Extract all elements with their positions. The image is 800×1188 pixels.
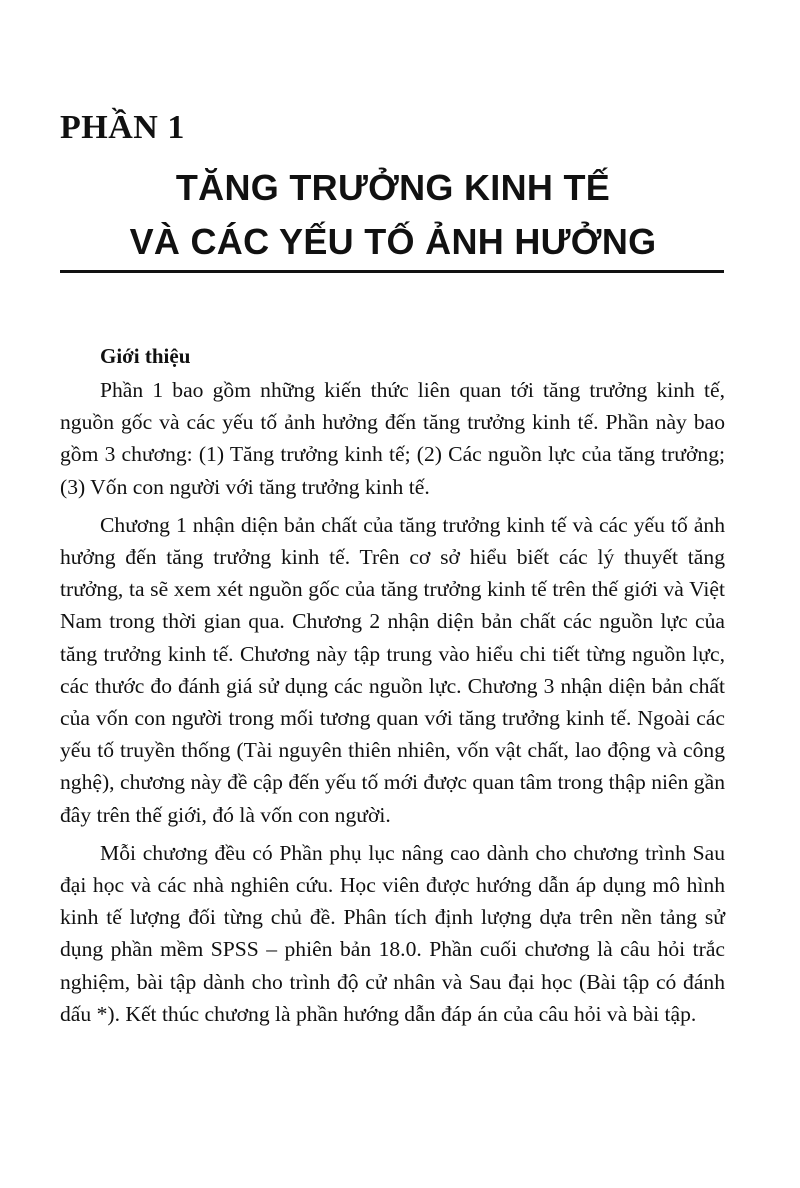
title-divider [60, 270, 724, 273]
part-title-line-2: VÀ CÁC YẾU TỐ ẢNH HƯỞNG [129, 221, 657, 262]
intro-heading: Giới thiệu [100, 344, 191, 368]
intro-paragraph-2: Chương 1 nhận diện bản chất của tăng trưởng kinh tế và các yếu tố ảnh hưởng đến tăng trưởng kinh tế. Trên cơ sở hiểu biết các lý thuyết tăng trưởng, ta sẽ xem xét nguồn gốc của tăng trưởng kinh tế trên thế giới và Việt Nam trong thời gian qua. Chương 2 nhận diện bản chất các nguồn lực của tăng trưởng kinh tế. Chương này tập trung vào hiểu chi tiết từng nguồn lực, các thước đo đánh giá sử dụng các nguồn lực. Chương 3 nhận diện bản chất của vốn con người trong mối tương quan với tăng trưởng kinh tế. Ngoài các yếu tố truyền thống (Tài nguyên thiên nhiên, vốn vật chất, lao động và công nghệ), chương này đề cập đến yếu tố mới được quan tâm trong thập niên gần đây trên thế giới, đó là vốn con người. [60, 512, 725, 827]
part-title-line-1: TĂNG TRƯỞNG KINH TẾ [175, 167, 611, 208]
intro-paragraph-3: Mỗi chương đều có Phần phụ lục nâng cao dành cho chương trình Sau đại học và các nhà nghiên cứu. Học viên được hướng dẫn áp dụng mô hình kinh tế lượng đối từng chủ đề. Phân tích định lượng dựa trên nền tảng sử dụng phần mềm SPSS – phiên bản 18.0. Phần cuối chương là câu hỏi trắc nghiệm, bài tập dành cho trình độ cử nhân và Sau đại học (Bài tập có đánh dấu *). Kết thúc chương là phần hướng dẫn đáp án của câu hỏi và bài tập. [60, 840, 725, 1026]
intro-body [60, 374, 725, 1036]
part-label: PHẦN 1 [60, 109, 185, 146]
intro-paragraph-1: Phần 1 bao gồm những kiến thức liên quan tới tăng trưởng kinh tế, nguồn gốc và các yếu tố ảnh hưởng đến tăng trưởng kinh tế. Phần này bao gồm 3 chương: (1) Tăng trưởng kinh tế; (2) Các nguồn lực của tăng trưởng; (3) Vốn con người với tăng trưởng kinh tế. [60, 378, 725, 499]
